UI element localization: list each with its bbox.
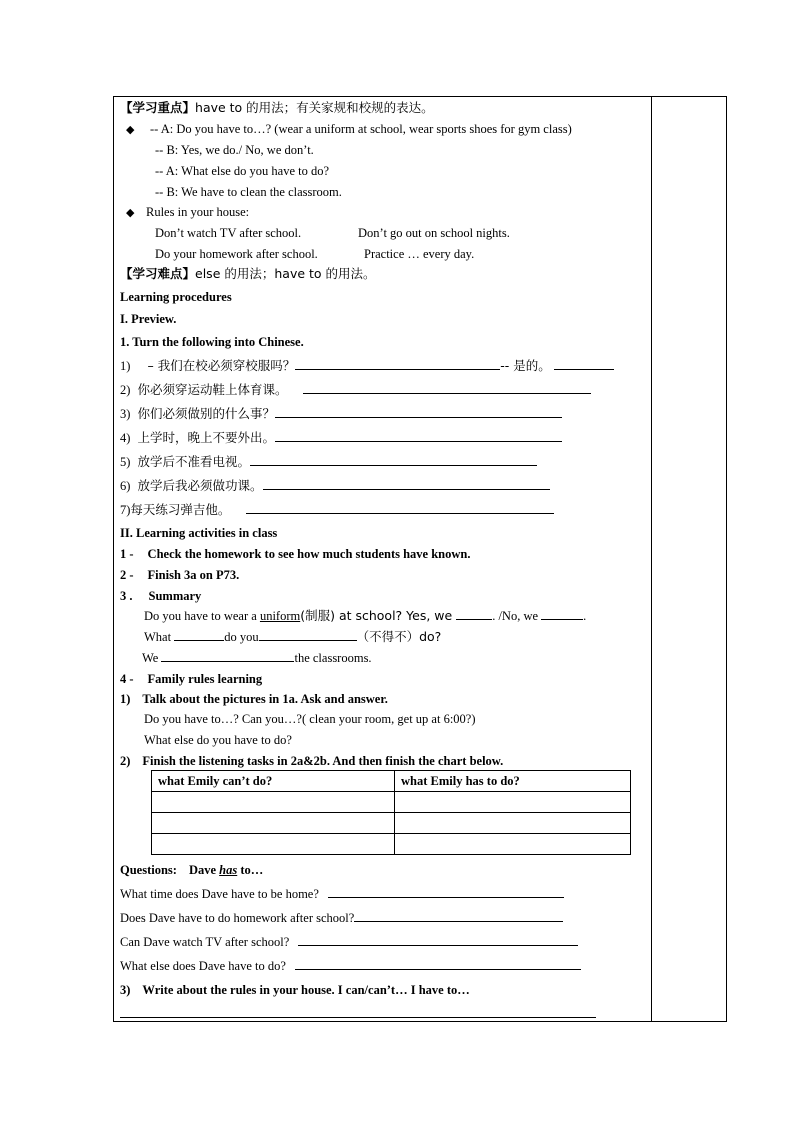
answer-blank[interactable] — [275, 405, 562, 418]
focus-label: 【学习重点】 — [120, 100, 196, 115]
chart-header-row — [152, 771, 631, 792]
focus-line — [120, 100, 434, 116]
step-3: 3 . Summary — [120, 589, 202, 603]
answer-blank[interactable] — [161, 649, 294, 662]
chart-cell[interactable] — [395, 834, 631, 855]
answer-blank[interactable] — [250, 453, 537, 466]
summary-line-3: We the classrooms. — [142, 651, 372, 665]
dialog-a1: ◆ -- A: Do you have to…? (wear a uniform at school, wear sports shoes for gym class) — [126, 122, 572, 136]
notes-column-divider — [651, 96, 652, 1022]
summary-line-1: Do you have to wear a uniform(制服) at school? Yes, we . /No, we . — [144, 608, 587, 623]
chart-row — [152, 834, 631, 855]
difficulty-text: else 的用法；have to 的用法。 — [195, 266, 376, 281]
chart-cell[interactable] — [395, 792, 631, 813]
question-1: What time does Dave have to be home? — [120, 885, 564, 902]
emily-chart — [151, 770, 631, 855]
question-3: Can Dave watch TV after school? — [120, 933, 578, 950]
step-4: 4 - Family rules learning — [120, 672, 263, 686]
listen-task: 2) Finish the listening tasks in 2a&2b. And then finish the chart below. — [120, 754, 504, 768]
difficulty-line — [120, 266, 376, 282]
chart-row — [152, 792, 631, 813]
translation-3: 3) 你们必须做别的什么事？ — [120, 405, 562, 422]
chart-header-cant: what Emily can’t do? — [152, 771, 395, 792]
diamond-bullet-icon: ◆ — [126, 206, 135, 219]
dialog-b2: -- B: We have to clean the classroom. — [155, 185, 342, 199]
answer-blank[interactable] — [328, 885, 564, 898]
chart-row — [152, 813, 631, 834]
step-1: 1 - Check the homework to see how much students have known. — [120, 547, 471, 561]
step-2: 2 - Finish 3a on P73. — [120, 568, 240, 582]
answer-blank[interactable] — [554, 357, 614, 370]
rule-3: Do your homework after school. — [155, 247, 318, 261]
chart-header-has: what Emily has to do? — [395, 771, 631, 792]
chart-cell[interactable] — [395, 813, 631, 834]
summary-line-2: What do you （不得不）do? — [144, 629, 442, 644]
rule-2: Don’t go out on school nights. — [358, 226, 510, 240]
chart-cell[interactable] — [152, 792, 395, 813]
translation-2: 2) 你必须穿运动鞋上体育课。 — [120, 381, 591, 398]
answer-blank[interactable] — [259, 628, 357, 641]
talk-question-1: Do you have to…? Can you…?( clean your room, get up at 6:00?) — [144, 712, 476, 726]
translation-7: 7)每天练习弹吉他。 — [120, 501, 554, 518]
write-answer-line[interactable] — [120, 1017, 596, 1018]
dialog-a2: -- A: What else do you have to do? — [155, 164, 330, 178]
diamond-bullet-icon: ◆ — [126, 123, 135, 136]
answer-blank[interactable] — [246, 501, 554, 514]
preview-heading: I. Preview. — [120, 312, 177, 326]
answer-blank[interactable] — [275, 429, 562, 442]
talk-question-2: What else do you have to do? — [144, 733, 292, 747]
question-4: What else does Dave have to do? — [120, 957, 581, 974]
procedures-heading: Learning procedures — [120, 290, 232, 304]
translation-5: 5) 放学后不准看电视。 — [120, 453, 537, 470]
answer-blank[interactable] — [295, 357, 500, 370]
answer-blank[interactable] — [303, 381, 591, 394]
chart-cell[interactable] — [152, 813, 395, 834]
write-task: 3) Write about the rules in your house. I can/can’t… I have to… — [120, 983, 470, 997]
chart-cell[interactable] — [152, 834, 395, 855]
dialog-b1: -- B: Yes, we do./ No, we don’t. — [155, 143, 314, 157]
answer-blank[interactable] — [298, 933, 578, 946]
translation-1: 1) – 我们在校必须穿校服吗？ -- 是的。 — [120, 357, 614, 374]
answer-blank[interactable] — [174, 628, 224, 641]
translation-4: 4) 上学时，晚上不要外出。 — [120, 429, 562, 446]
answer-blank[interactable] — [541, 607, 583, 620]
talk-task: 1) Talk about the pictures in 1a. Ask and answer. — [120, 692, 388, 706]
rule-4: Practice … every day. — [364, 247, 475, 261]
answer-blank[interactable] — [263, 477, 550, 490]
activities-heading: II. Learning activities in class — [120, 526, 278, 540]
difficulty-label: 【学习难点】 — [120, 266, 196, 281]
focus-text: have to 的用法；有关家规和校规的表达。 — [195, 100, 434, 115]
rules-heading: ◆ Rules in your house: — [126, 205, 250, 219]
answer-blank[interactable] — [456, 607, 492, 620]
answer-blank[interactable] — [295, 957, 581, 970]
translation-6: 6) 放学后我必须做功课。 — [120, 477, 550, 494]
answer-blank[interactable] — [354, 909, 563, 922]
question-2: Does Dave have to do homework after school? — [120, 909, 563, 926]
turn-heading: 1. Turn the following into Chinese. — [120, 335, 304, 349]
questions-heading: Questions: Dave has to… — [120, 863, 264, 877]
rule-1: Don’t watch TV after school. — [155, 226, 302, 240]
